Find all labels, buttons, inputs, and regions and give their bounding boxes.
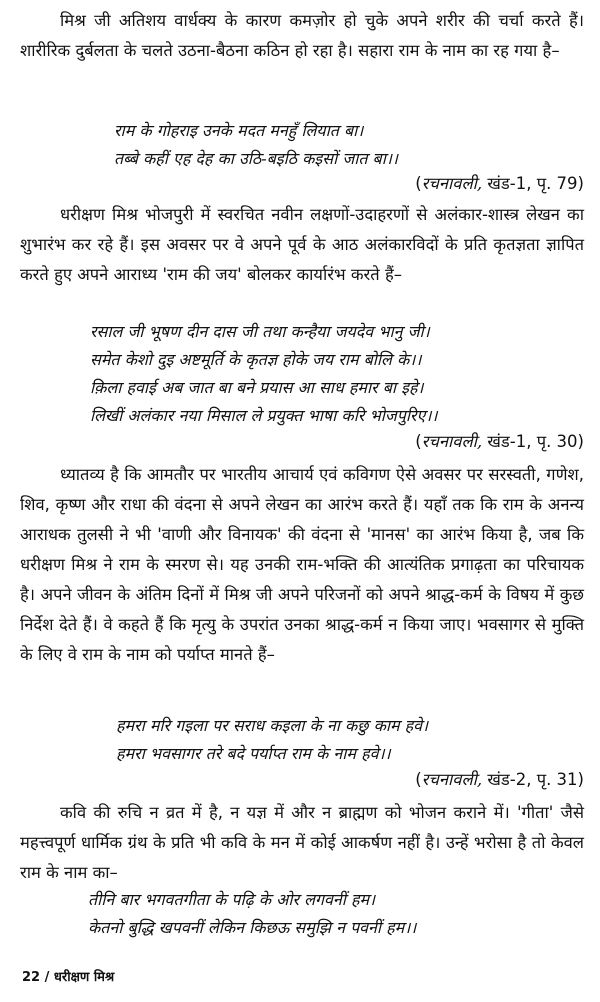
verse-shraddh	[116, 712, 428, 768]
verse-ram-naam	[114, 117, 398, 173]
page-footer: 22 / धरीक्षण मिश्र	[22, 970, 115, 985]
verse-line: हमरा मरि गइला पर सराध कइला के ना कछु काम हवे।	[116, 716, 429, 735]
citation-open: (	[415, 174, 422, 193]
citation-location: खंड-1, पृ. 30)	[482, 432, 584, 451]
verse-line: राम के गोहराइ उनके मदत मनहुँ लियात बा।	[114, 121, 364, 140]
verse-alankar-invocation	[90, 318, 438, 430]
citation-location: खंड-2, पृ. 31)	[482, 770, 584, 789]
verse-line: केतनो बुद्धि खपवनीं लेकिन किछऊ समुझि न पवनीं हम।।	[88, 918, 417, 937]
citation-work: रचनावली,	[421, 432, 483, 451]
verse-line: रसाल जी भूषण दीन दास जी तथा कन्हैया जयदेव भानु जी।	[90, 322, 430, 341]
verse-line: तीनि बार भगवतगीता के पढ़ि के ओर लगवनीं हम।	[88, 890, 376, 909]
verse-line: हमरा भवसागर तरे बदे पर्याप्त राम के नाम हवे।।	[116, 744, 391, 763]
citation-location: खंड-1, पृ. 79)	[482, 174, 584, 193]
paragraph-ram-bhakti: ध्यातव्य है कि आमतौर पर भारतीय आचार्य एवं कविगण ऐसे अवसर पर सरस्वती, गणेश, शिव, कृष्ण और राधा की वंदना से अपने लेखन का आरंभ करते हैं। यहाँ तक कि राम के अनन्य आराधक तुलसी ने भी 'वाणी और विनायक' की वंदना से 'मानस' का आरंभ किया है, जब कि धरीक्षण मिश्र ने राम के स्मरण से। यह उनकी राम-भक्ति की आत्यंतिक प्रगाढ़ता का परिचायक है। अपने जीवन के अंतिम दिनों में मिश्र जी अपने परिजनों को अपने श्राद्ध-कर्म के विषय में कुछ निर्देश देते हैं। वे कहते हैं कि मृत्यु के उपरांत उनका श्राद्ध-कर्म न किया जाए। भवसागर से मुक्ति के लिए वे राम के नाम को पर्याप्त मानते हैं–	[20, 465, 584, 664]
citation-rachnavali	[415, 170, 584, 198]
verse-line: समेत केशो दुइ अष्टमूर्ति के कृतज्ञ होके जय राम बोलि के।।	[90, 350, 422, 369]
citation-rachnavali	[415, 766, 584, 794]
paragraph-alankar-shastra: धरीक्षण मिश्र भोजपुरी में स्वरचित नवीन लक्षणों-उदाहरणों से अलंकार-शास्त्र लेखन का शुभारंभ कर रहे हैं। इस अवसर पर वे अपने पूर्व के आठ अलंकारविदों के प्रति कृतज्ञता ज्ञापित करते हुए अपने आराध्य 'राम की जय' बोलकर कार्यारंभ करते हैं–	[20, 205, 584, 284]
citation-open: (	[415, 770, 422, 789]
verse-line: तब्बे कहीं एह देह का उठि-बइठि कइसों जात बा।।	[114, 149, 398, 168]
paragraph-gita: कवि की रुचि न व्रत में है, न यज्ञ में और न ब्राह्मण को भोजन कराने में। 'गीता' जैसे महत्त्वपूर्ण धार्मिक ग्रंथ के प्रति भी कवि के मन में कोई आकर्षण नहीं है। उन्हें भरोसा है तो केवल राम के नाम का–	[20, 803, 584, 882]
verse-line: क़िला हवाई अब जात बा बने प्रयास आ साध हमार बा इहे।	[90, 378, 424, 397]
citation-work: रचनावली,	[421, 770, 483, 789]
citation-rachnavali	[415, 428, 584, 456]
citation-work: रचनावली,	[421, 174, 483, 193]
paragraph-weakness: मिश्र जी अतिशय वार्धक्य के कारण कमज़ोर हो चुके अपने शरीर की चर्चा करते हैं। शारीरिक दुर्बलता के चलते उठना-बैठना कठिन हो रहा है। सहारा राम के नाम का रह गया है–	[20, 11, 584, 60]
citation-open: (	[415, 432, 422, 451]
verse-bhagavad-gita	[88, 886, 416, 942]
verse-line: लिखीं अलंकार नया मिसाल ले प्रयुक्त भाषा करि भोजपुरिए।।	[90, 406, 438, 425]
